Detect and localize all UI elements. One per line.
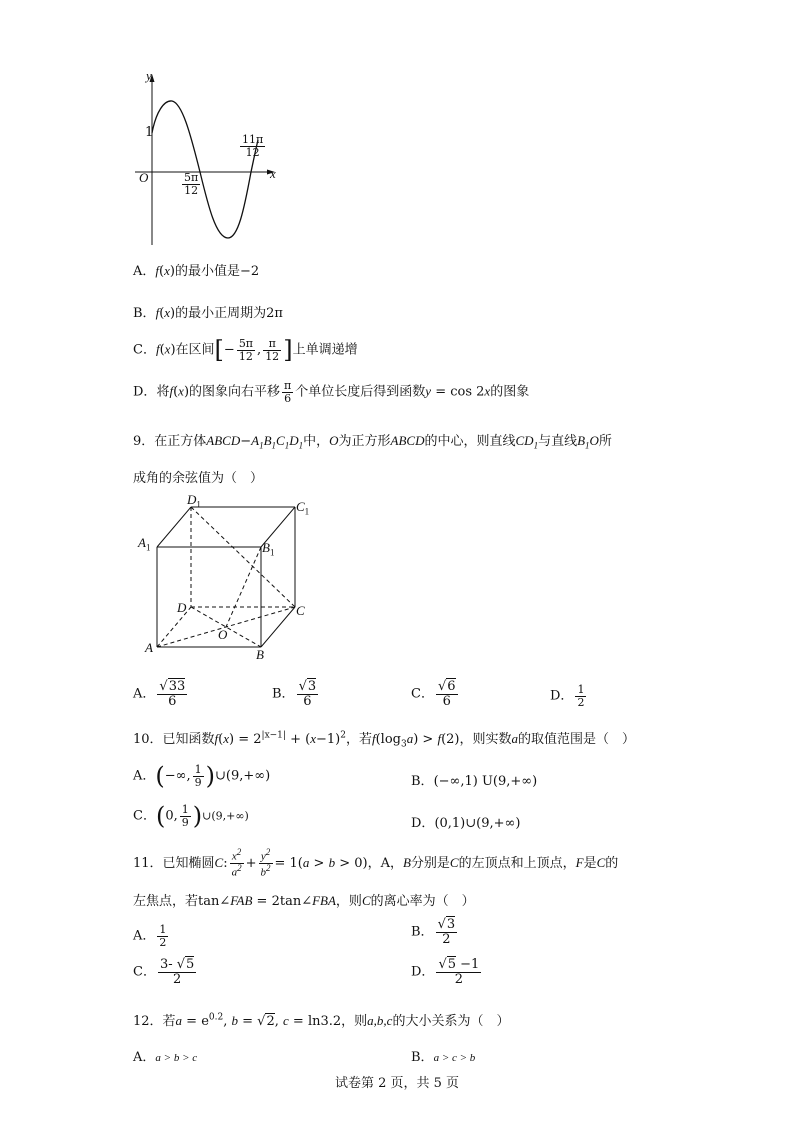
q12-option-b: B．a > c > b xyxy=(411,1050,476,1065)
q8-option-c: C．f(x)在区间[− $\frac{5\pi}{12}$ , $\frac{\pi}{12}$ ]上单调递增 xyxy=(133,336,358,365)
q9-option-a: A． $\frac{√33}{6}$ xyxy=(133,679,186,709)
q10-option-b: B．(−∞,1) U(9,+∞) xyxy=(411,774,538,789)
q10-option-d: D．(0,1)∪(9,+∞) xyxy=(411,816,521,831)
x-tick-5pi-12: $\frac{5\pi}{12}$ xyxy=(184,171,199,197)
page-footer: 试卷第 2 页，共 5 页 xyxy=(334,1076,460,1091)
y-tick-label: 1 xyxy=(145,125,154,140)
q12-stem: 12．若$a = e^{0.2}$, b = √2, c = ln3.2，则a,b,c的大小关系为（ ） xyxy=(133,1012,510,1029)
x-axis-label: x xyxy=(270,166,276,181)
q10-option-a: A．(−∞, $\frac{1}{9}$ )∪(9,+∞) xyxy=(133,762,271,791)
cube-label-c1: $C_1$ xyxy=(296,499,310,517)
q8-option-b: B．f(x)的最小正周期为2π xyxy=(133,305,283,321)
q8-option-d: D．将f(x)的图象向右平移 $\frac{\pi}{6}$ 个单位长度后得到函数y = cos 2x的图象 xyxy=(133,379,530,405)
cube-label-d1: $D_1$ xyxy=(187,492,201,510)
x-tick-11pi-12: $\frac{11\pi}{12}$ xyxy=(242,133,264,159)
cube-label-c: C xyxy=(296,603,305,618)
q10-stem: 10．已知函数$f(x) = 2^{|x-1|} + (x-1)^2$，若$f(\log_3a) > f(2)$，则实数a的取值范围是（ ） xyxy=(133,730,636,750)
q11-stem-line2: 左焦点，若tan∠FAB = 2tan∠FBA，则C的离心率为（ ） xyxy=(133,893,475,909)
origin-label: O xyxy=(139,170,149,185)
q10-option-c: C．(0, $\frac{1}{9}$ )∪(9,+∞) xyxy=(133,802,249,831)
cube-label-a1: $A_1$ xyxy=(138,535,151,553)
cube-label-b: B xyxy=(256,647,264,662)
cube-label-b1: $B_1$ xyxy=(262,540,275,558)
q8-option-a: A．f(x)的最小值是−2 xyxy=(133,263,260,279)
q9-option-d: D． $\frac{1}{2}$ xyxy=(550,683,585,709)
q11-option-c: C． $\frac{3- √5}{2}$ xyxy=(133,957,195,987)
q12-option-a: A．a > b > c xyxy=(133,1050,198,1065)
q9-option-c: C． $\frac{√6}{6}$ xyxy=(411,679,456,709)
q9-stem-line1: 9．在正方体$ABCD-A_1B_1C_1D_1$中，O为正方形ABCD的中心，则直线$CD_1$与直线$B_1O$所 xyxy=(133,433,612,451)
q11-option-b: B． $\frac{√3}{2}$ xyxy=(411,917,456,947)
q11-option-d: D． $\frac{√5 -1}{2}$ xyxy=(411,957,480,987)
q11-option-a: A． $\frac{1}{2}$ xyxy=(133,923,167,949)
q9-stem-line2: 成角的余弦值为（ ） xyxy=(133,471,264,486)
y-axis-label: y xyxy=(146,68,152,83)
q11-stem-line1: 11．已知椭圆C: $\frac{x^2}{a^2}$ + $\frac{y^2}{b^2}$ = 1(a > b > 0)，A，B分别是C的左顶点和上顶点，F是C的 xyxy=(133,847,619,879)
sine-graph xyxy=(130,70,290,250)
cube-label-a: A xyxy=(145,640,153,655)
cube-label-d: D xyxy=(177,600,187,615)
cube-label-o: O xyxy=(218,627,228,642)
q9-option-b: B． $\frac{√3}{6}$ xyxy=(272,679,317,709)
